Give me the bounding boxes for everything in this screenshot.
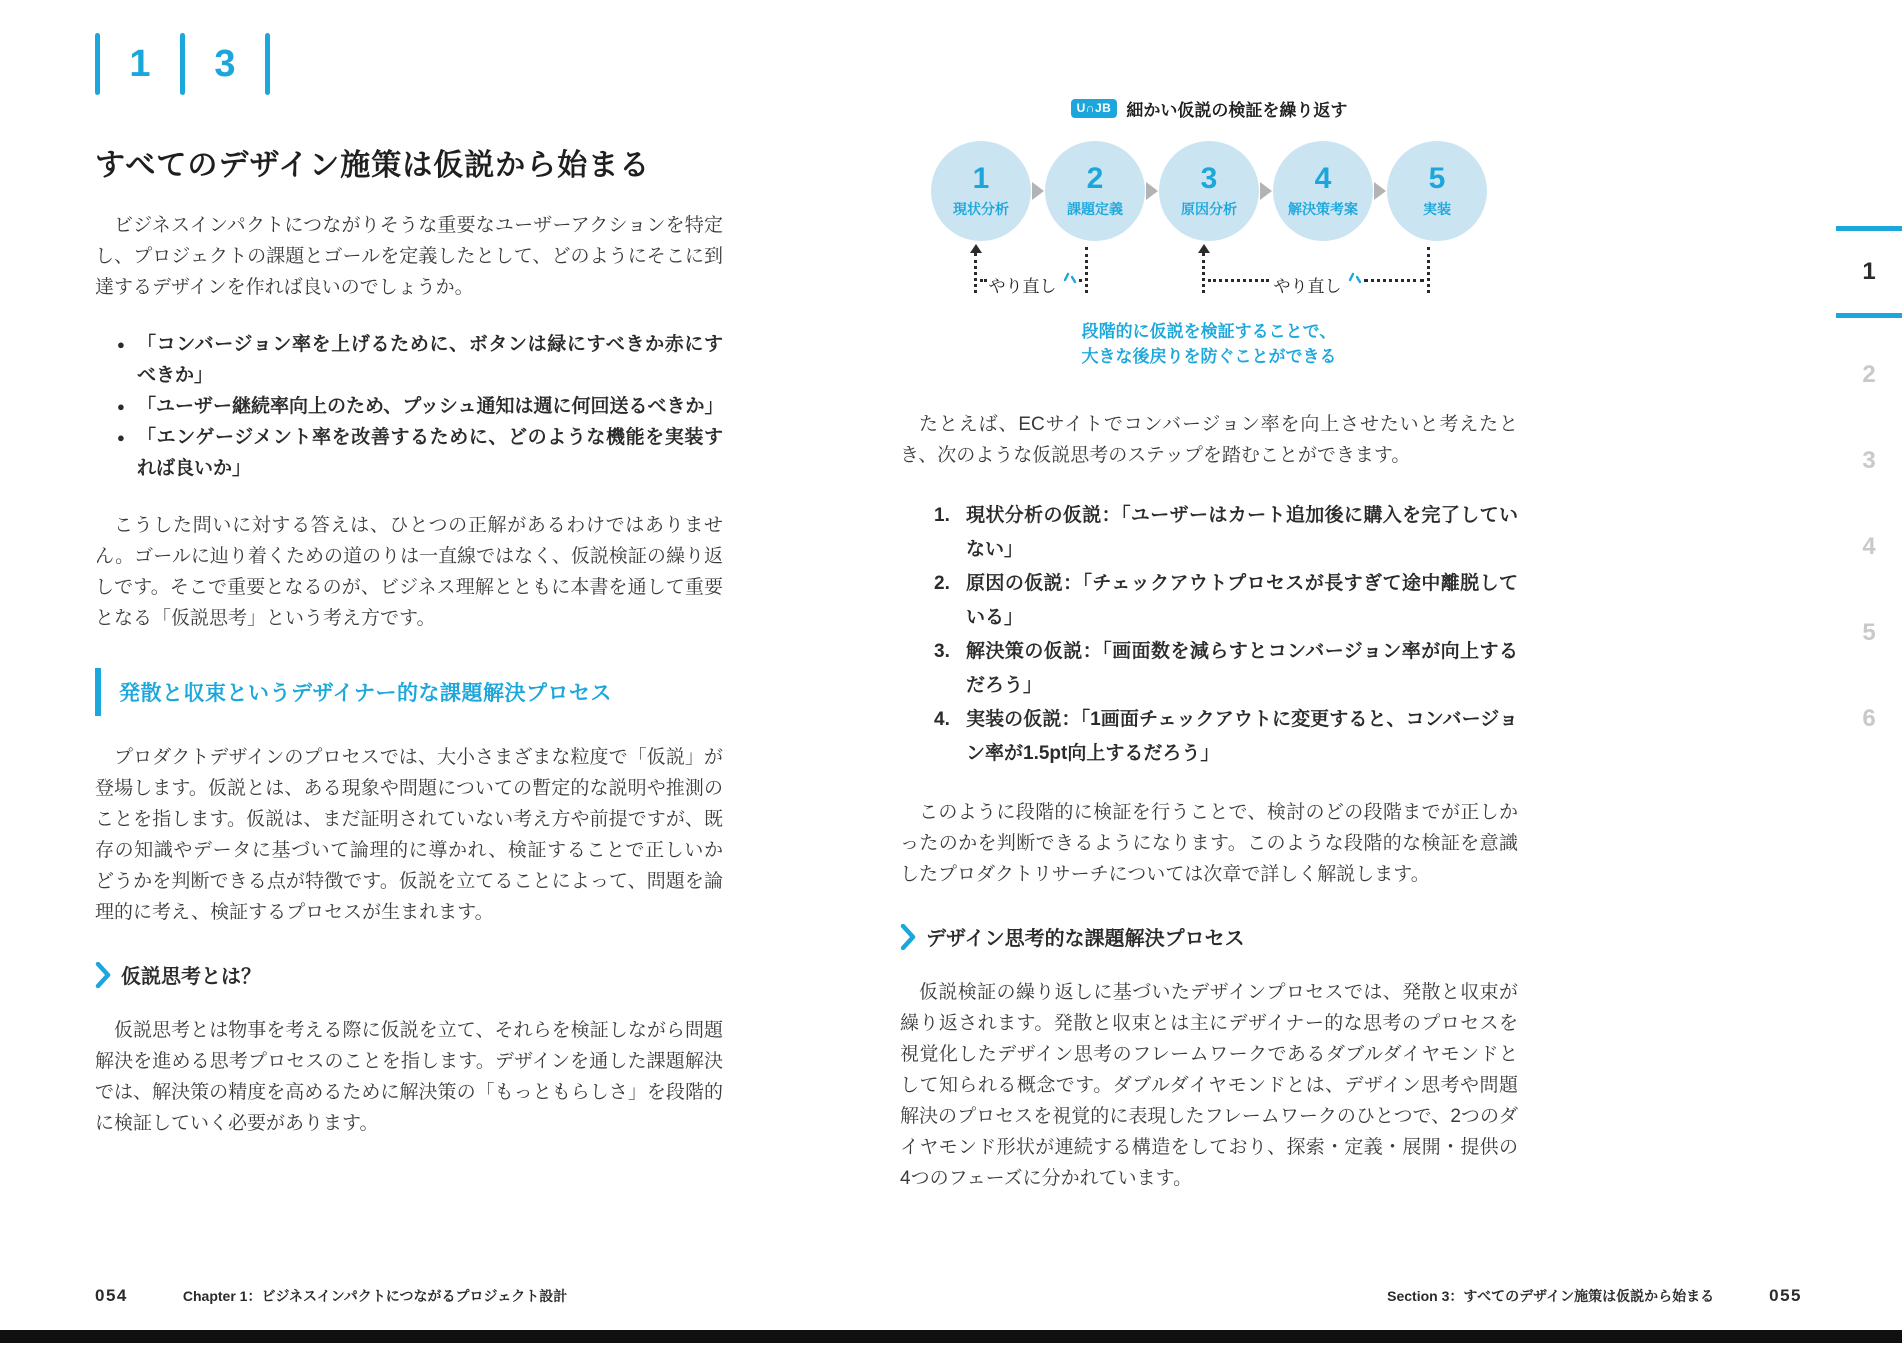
step-number: 1 bbox=[972, 161, 990, 195]
list-item-text: 原因の仮説：「チェックアウトプロセスが長すぎて途中離脱している」 bbox=[966, 573, 1518, 628]
sub-heading-text: 仮説思考とは？ bbox=[121, 966, 261, 988]
paragraph: プロダクトデザインのプロセスでは、大小さまざまな粒度で「仮説」が登場します。仮説とは、ある現象や問題についての暫定的な説明や推測のことを指します。仮説は、まだ証明されていない考え方や前提ですが、既存の知識やデータに基づいて論理的に導かれ、検証することで正しいかどうかを判断できる点が特徴です。仮説を立てることによって、問題を論理的に考え、検証するプロセスが生まれます。 bbox=[95, 747, 723, 923]
arrow-right-icon bbox=[1032, 182, 1044, 200]
process-step-2 bbox=[1045, 141, 1145, 241]
redo-group-1-2 bbox=[974, 247, 1088, 296]
list-item-text: 現状分析の仮説：「ユーザーはカート追加後に購入を完了していない」 bbox=[966, 505, 1518, 560]
chapter-tab-1[interactable]: 1 bbox=[1836, 226, 1902, 318]
list-item bbox=[934, 499, 1518, 567]
step-number: 2 bbox=[1086, 161, 1104, 195]
list-item bbox=[934, 567, 1518, 635]
list-item-text: 「ユーザー継続率向上のため、プッシュ通知は週に何回送るべきか」 bbox=[137, 396, 724, 417]
footer-right bbox=[1387, 1286, 1802, 1306]
list-item-number: 3. bbox=[934, 641, 950, 662]
chapter-tab-rail bbox=[1836, 226, 1902, 762]
bottom-edge-bar bbox=[0, 1330, 1902, 1343]
spark-icon bbox=[1062, 272, 1077, 287]
list-item-number: 2. bbox=[934, 573, 950, 594]
section-footer-text: Section 3：すべてのデザイン施策は仮説から始まる bbox=[1387, 1288, 1715, 1304]
chapter-footer-text: Chapter 1：ビジネスインパクトにつながるプロジェクト設計 bbox=[182, 1288, 568, 1304]
chapter-tab-6[interactable]: 6 bbox=[1862, 705, 1876, 732]
figure-caption-line2: 大きな後戻りを防ぐことができる bbox=[1081, 347, 1337, 366]
list-item-text: 「コンバージョン率を上げるために、ボタンは緑にすべきか赤にすべきか」 bbox=[137, 334, 723, 386]
bullet-icon: ● bbox=[117, 337, 125, 352]
step-label: 現状分析 bbox=[953, 200, 1009, 217]
up-arrow-icon bbox=[1198, 244, 1210, 253]
chapter-tab-5[interactable]: 5 bbox=[1862, 619, 1876, 646]
paragraph: こうした問いに対する答えは、ひとつの正解があるわけではありません。ゴールに辿り着くための道のりは一直線ではなく、仮説検証の繰り返しです。そこで重要となるのが、ビジネス理解とともに本書を通して重要となる「仮説思考」という考え方です。 bbox=[95, 515, 723, 629]
arrow-right-icon bbox=[1146, 182, 1158, 200]
dotted-connector bbox=[974, 253, 977, 293]
section-heading: 発散と収束というデザイナー的な課題解決プロセス bbox=[95, 668, 723, 716]
list-item-text: 解決策の仮説：「画面数を減らすとコンバージョン率が向上するだろう」 bbox=[966, 641, 1518, 696]
numbered-list bbox=[934, 499, 1518, 771]
paragraph: ビジネスインパクトにつながりそうな重要なユーザーアクションを特定し、プロジェクトの課題とゴールを定義したとして、どのようにそこに到達するデザインを作れば良いのでしょうか。 bbox=[95, 215, 723, 298]
redo-group-3-5 bbox=[1202, 247, 1430, 296]
dotted-connector bbox=[1202, 253, 1205, 293]
chapter-tab-4[interactable]: 4 bbox=[1862, 533, 1876, 560]
redo-label: やり直し bbox=[988, 277, 1057, 296]
chapter-section-marker bbox=[95, 32, 723, 96]
chapter-number: 1 bbox=[129, 42, 151, 85]
figure-title: 細かい仮説の検証を繰り返す bbox=[1126, 101, 1348, 120]
sub-heading bbox=[95, 960, 723, 989]
list-item-text: 「エンゲージメント率を改善するために、どのような機能を実装すれば良いか」 bbox=[137, 427, 723, 479]
paragraph: このように段階的に検証を行うことで、検討のどの段階までが正しかったのかを判断できるようになります。このような段階的な検証を意識したプロダクトリサーチについては次章で詳しく解説します。 bbox=[900, 802, 1518, 885]
redo-connectors bbox=[900, 245, 1518, 303]
step-number: 4 bbox=[1314, 161, 1332, 195]
figure-caption bbox=[900, 319, 1518, 369]
page-title: すべてのデザイン施策は仮説から始まる bbox=[95, 149, 651, 182]
marker-bar bbox=[265, 33, 270, 95]
bullet-list bbox=[117, 329, 723, 484]
right-page bbox=[900, 96, 1518, 1194]
process-step-5 bbox=[1387, 141, 1487, 241]
list-item-number: 4. bbox=[934, 709, 950, 730]
bullet-icon: ● bbox=[117, 430, 125, 445]
redo-line bbox=[1208, 272, 1424, 297]
figure-caption-line1: 段階的に仮説を検証することで、 bbox=[1081, 322, 1337, 341]
footer-left bbox=[95, 1286, 567, 1306]
redo-label: やり直し bbox=[1273, 277, 1342, 296]
list-item bbox=[117, 391, 723, 422]
list-item bbox=[117, 422, 723, 484]
page-number-left: 054 bbox=[95, 1286, 128, 1305]
step-label: 原因分析 bbox=[1181, 200, 1237, 217]
step-label: 課題定義 bbox=[1067, 200, 1123, 217]
step-label: 実装 bbox=[1423, 200, 1451, 217]
sub-heading-text: デザイン思考的な課題解決プロセス bbox=[926, 928, 1245, 950]
step-label: 解決策考案 bbox=[1288, 200, 1358, 217]
process-step-4 bbox=[1273, 141, 1373, 241]
dotted-connector bbox=[1427, 247, 1430, 293]
paragraph: 仮説思考とは物事を考える際に仮説を立て、それらを検証しながら問題解決を進める思考プロセスのことを指します。デザインを通した課題解決では、解決策の精度を高めるために解決策の「もっともらしさ」を段階的に検証していく必要があります。 bbox=[95, 1020, 723, 1134]
list-item bbox=[117, 329, 723, 391]
sub-heading bbox=[900, 922, 1518, 951]
process-step-3 bbox=[1159, 141, 1259, 241]
dotted-connector bbox=[1085, 247, 1088, 293]
step-number: 3 bbox=[1200, 161, 1218, 195]
arrow-right-icon bbox=[1260, 182, 1272, 200]
chevron-right-icon bbox=[95, 962, 111, 988]
figure-header bbox=[900, 96, 1518, 121]
redo-line bbox=[980, 272, 1082, 297]
chevron-right-icon bbox=[900, 924, 916, 950]
process-diagram bbox=[900, 141, 1518, 369]
process-step-1 bbox=[931, 141, 1031, 241]
step-number: 5 bbox=[1428, 161, 1446, 195]
list-item bbox=[934, 635, 1518, 703]
page-number-right: 055 bbox=[1769, 1286, 1802, 1305]
left-page bbox=[95, 32, 723, 1139]
paragraph: 仮説検証の繰り返しに基づいたデザインプロセスでは、発散と収束が繰り返されます。発散と収束とは主にデザイナー的な思考のプロセスを視覚化したデザイン思考のフレームワークであるダブルダイヤモンドとして知られる概念です。ダブルダイヤモンドとは、デザイン思考や問題解決のプロセスを視覚的に表現したフレームワークのひとつで、2つのダイヤモンド形状が連続する構造をしており、探索・定義・展開・提供の4つのフェーズに分かれています。 bbox=[900, 982, 1519, 1189]
bullet-icon: ● bbox=[117, 399, 125, 414]
process-steps-row bbox=[900, 141, 1518, 241]
dotted-line bbox=[1208, 279, 1269, 282]
spark-icon bbox=[1347, 272, 1362, 287]
dotted-line bbox=[1079, 279, 1083, 282]
chapter-tab-2[interactable]: 2 bbox=[1862, 361, 1876, 388]
figure-badge: U∩JB bbox=[1071, 99, 1118, 118]
chapter-tab-3[interactable]: 3 bbox=[1862, 447, 1876, 474]
section-number: 3 bbox=[214, 42, 236, 85]
arrow-right-icon bbox=[1374, 182, 1386, 200]
paragraph: たとえば、ECサイトでコンバージョン率を向上させたいと考えたとき、次のような仮説思考のステップを踏むことができます。 bbox=[900, 414, 1518, 466]
list-item-number: 1. bbox=[934, 505, 950, 526]
up-arrow-icon bbox=[970, 244, 982, 253]
dotted-line bbox=[1364, 279, 1425, 282]
list-item bbox=[934, 703, 1518, 771]
list-item-text: 実装の仮説：「1画面チェックアウトに変更すると、コンバージョン率が1.5pt向上するだろう」 bbox=[966, 709, 1518, 764]
